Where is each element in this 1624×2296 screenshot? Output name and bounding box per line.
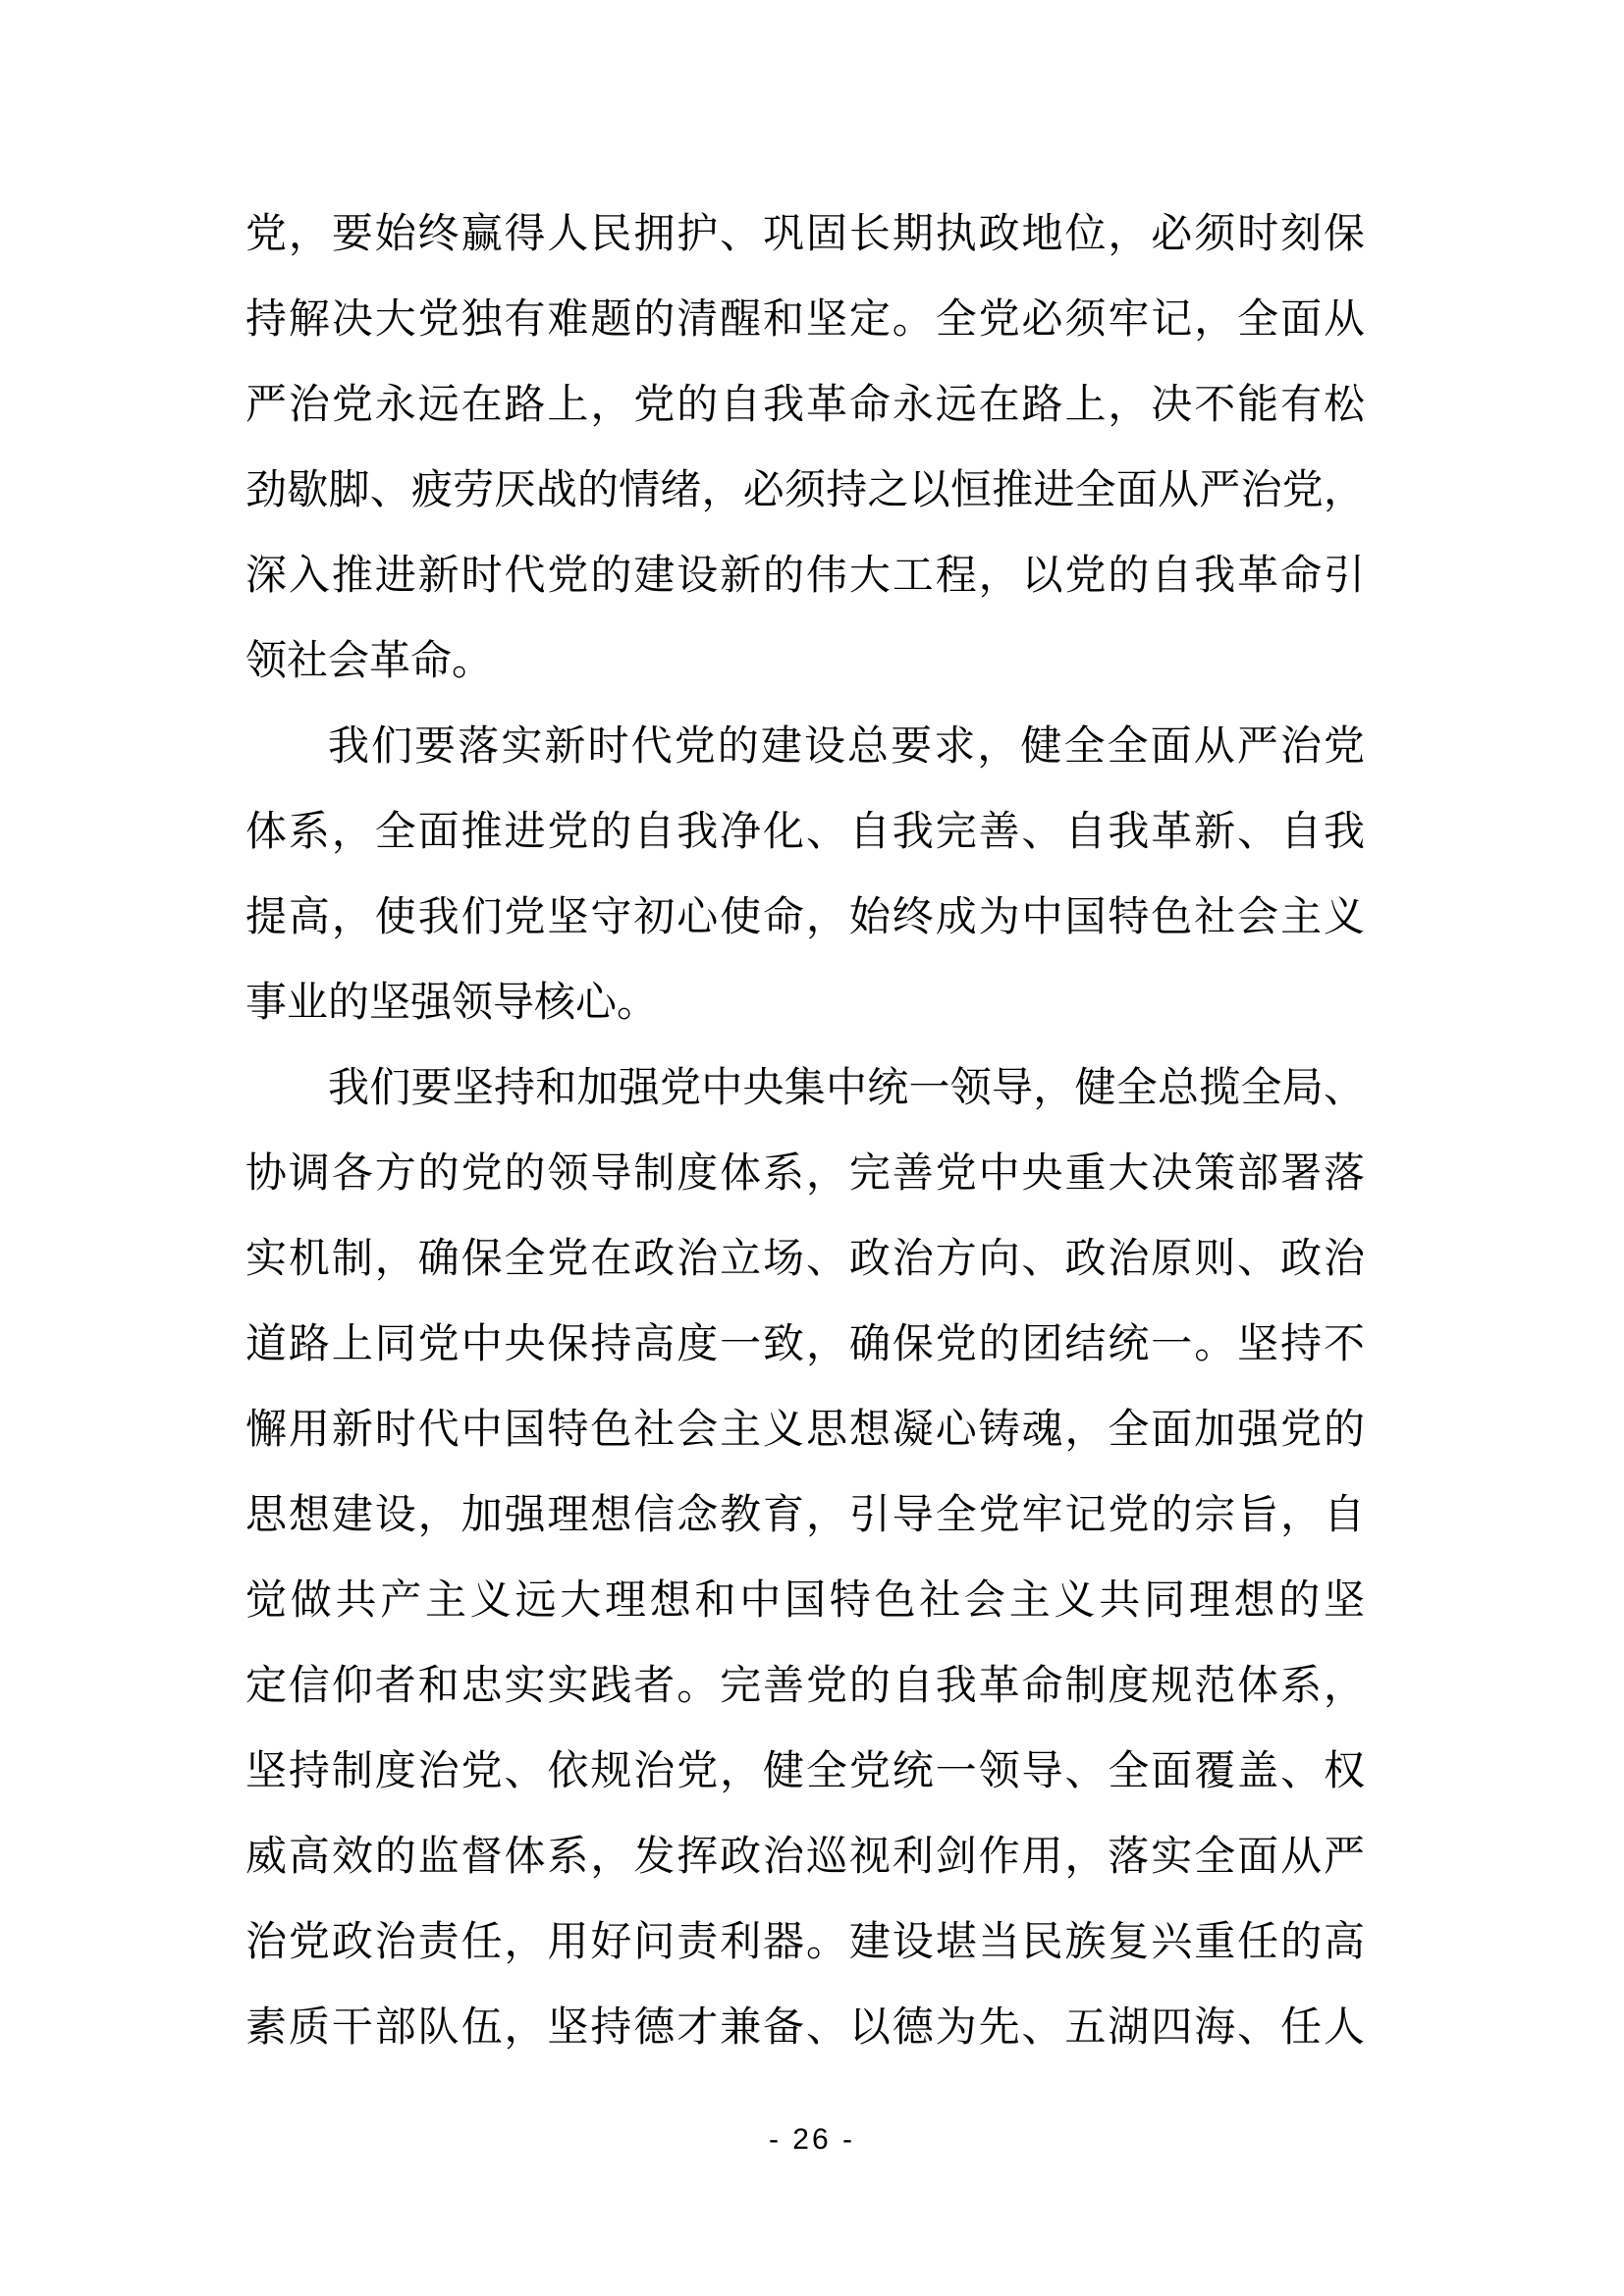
text-line: 我们要落实新时代党的建设总要求，健全全面从严治党 [328,724,1365,770]
text-line: 思想建设，加强理想信念教育，引导全党牢记党的宗旨，自 [245,1493,1365,1538]
text-line: 体系，全面推进党的自我净化、自我完善、自我革新、自我 [245,810,1365,855]
text-line: 劲歇脚、疲劳厌战的情绪，必须持之以恒推进全面从严治党， [245,468,1365,513]
text-line: 领社会革命。 [245,639,494,684]
text-line: 定信仰者和忠实实践者。完善党的自我革命制度规范体系， [245,1664,1365,1709]
text-line: 我们要坚持和加强党中央集中统一领导，健全总揽全局、 [328,1066,1365,1111]
text-line: 持解决大党独有难题的清醒和坚定。全党必须牢记，全面从 [245,297,1365,343]
text-line: 实机制，确保全党在政治立场、政治方向、政治原则、政治 [245,1237,1365,1282]
text-line: 严治党永远在路上，党的自我革命永远在路上，决不能有松 [245,383,1365,428]
text-line: 威高效的监督体系，发挥政治巡视利剑作用，落实全面从严 [245,1835,1365,1880]
text-line: 深入推进新时代党的建设新的伟大工程，以党的自我革命引 [245,554,1365,599]
text-line: 治党政治责任，用好问责利器。建设堪当民族复兴重任的高 [245,1920,1365,1965]
text-line: 党，要始终赢得人民拥护、巩固长期执政地位，必须时刻保 [245,212,1365,257]
text-line: 事业的坚强领导核心。 [245,981,659,1026]
text-line: 坚持制度治党、依规治党，健全党统一领导、全面覆盖、权 [245,1749,1365,1794]
text-line: 协调各方的党的领导制度体系，完善党中央重大决策部署落 [245,1151,1365,1197]
body-text [245,192,1365,2071]
text-line: 觉做共产主义远大理想和中国特色社会主义共同理想的坚 [245,1578,1365,1624]
text-line: 提高，使我们党坚守初心使命，始终成为中国特色社会主义 [245,895,1365,940]
text-line: 懈用新时代中国特色社会主义思想凝心铸魂，全面加强党的 [245,1408,1365,1453]
page-number: - 26 - [768,2123,856,2156]
text-line: 道路上同党中央保持高度一致，确保党的团结统一。坚持不 [245,1322,1365,1367]
text-line: 素质干部队伍，坚持德才兼备、以德为先、五湖四海、任人 [245,2005,1365,2051]
page-footer [0,2122,1624,2158]
